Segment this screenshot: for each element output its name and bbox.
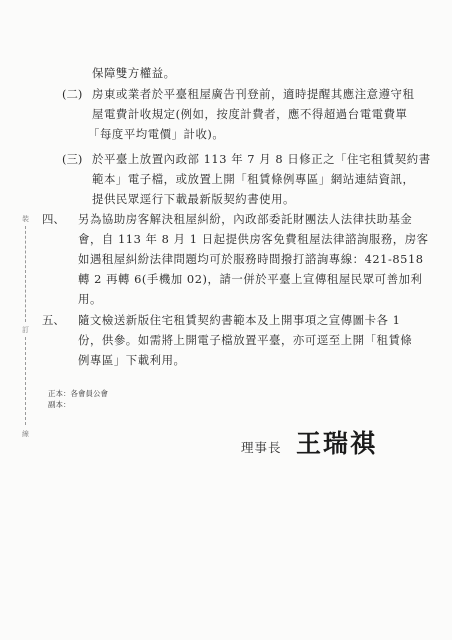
item-3-line: 提供民眾逕行下載最新版契約書使用。 (92, 192, 295, 206)
section-4-line: 用。 (78, 292, 102, 306)
section-4-line: 另為協助房客解決租屋糾紛，內政部委託財團法人法律扶助基金 (78, 212, 413, 226)
distribution-original: 正本：各會員公會 (48, 389, 108, 398)
item-2-marker: (二) (62, 87, 83, 101)
section-4-marker: 四、 (42, 212, 65, 226)
section-4-line: 會，自 113 年 8 月 1 日起提供房客免費租屋法律諮詢服務，房客 (78, 232, 429, 246)
section-5-marker: 五、 (42, 313, 65, 327)
section-5-line: 份，供參。如需將上開電子檔放置平臺，亦可逕至上開「租賃條 (78, 333, 413, 347)
distribution-copy: 副本： (48, 400, 71, 409)
section-5-line: 例專區」下載利用。 (78, 353, 186, 367)
signature-name: 王瑞祺 (296, 429, 378, 458)
binding-dashed-line (25, 226, 26, 322)
continuation-line: 保障雙方權益。 (92, 66, 176, 80)
item-3-line: 範本」電子檔，或放置上開「租賃條例專區」網站連結資訊， (92, 172, 415, 186)
item-3-line: 於平臺上放置內政部 113 年 7 月 8 日修正之「住宅租賃契約書 (92, 152, 431, 166)
binding-mark-ding: 訂 (22, 326, 29, 334)
item-3-marker: (三) (62, 152, 83, 166)
binding-dashed-line (25, 337, 26, 425)
item-2-line: 房東或業者於平臺租屋廣告刊登前，適時提醒其應注意遵守租 (92, 87, 415, 101)
item-2-line: 「每度平均電價」計收)。 (88, 127, 225, 141)
section-5-line: 隨文檢送新版住宅租賃契約書範本及上開事項之宣傳圖卡各 1 (78, 313, 401, 327)
section-4-line: 轉 2 再轉 6(手機加 02)，請一併於平臺上宣傳租屋民眾可善加利 (78, 272, 423, 286)
binding-mark-xian: 線 (22, 430, 29, 438)
section-4-line: 如遇租屋糾紛法律問題均可於服務時間撥打諮詢專線：421-8518 (78, 252, 424, 266)
binding-mark-zhuang: 裝 (22, 215, 29, 223)
item-2-line: 屋電費計收規定(例如，按度計費者，應不得超過台電電費單 (92, 107, 408, 121)
signature-title: 理事長 (241, 440, 282, 455)
